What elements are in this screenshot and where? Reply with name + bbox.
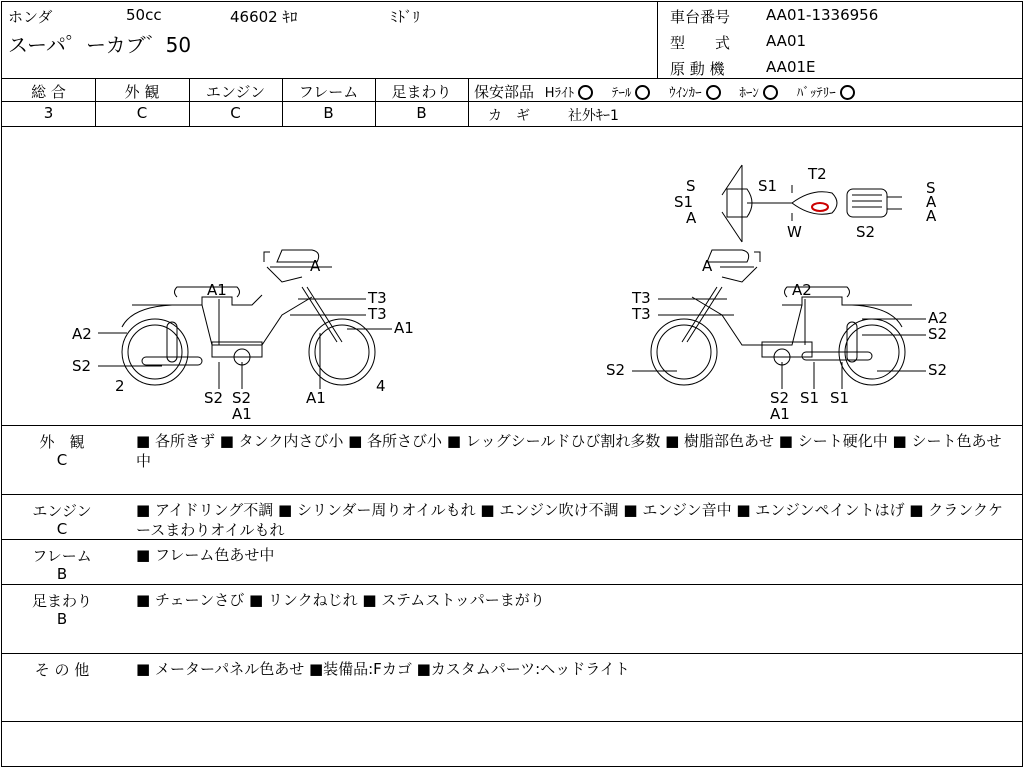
comment-label-other: そ の 他 xyxy=(34,661,90,679)
safety-item-headlight: Hﾗｲﾄ xyxy=(544,86,575,101)
color: ﾐﾄﾞﾘ xyxy=(390,8,421,26)
label-right-a2-rear: A2 xyxy=(928,309,948,327)
label-right-s2-front: S2 xyxy=(606,361,626,379)
label-right-s2-rear: S2 xyxy=(928,325,948,343)
damage-diagram xyxy=(2,127,1022,425)
comment-row-suspension xyxy=(2,586,1022,652)
safety-parts xyxy=(474,81,855,102)
label-left-a1-front: A1 xyxy=(306,389,326,407)
chassis-value: AA01-1336956 xyxy=(766,6,879,24)
label-left-t3-2: T3 xyxy=(368,305,387,323)
label-left-a1-right: A1 xyxy=(394,319,414,337)
grade-label-exterior: 外 観 xyxy=(124,83,160,101)
grade-label-suspension: 足まわり xyxy=(391,83,452,101)
label-right-a2-top: A2 xyxy=(792,281,812,299)
bike-left-side-icon xyxy=(122,250,375,385)
comment-row-frame xyxy=(2,541,1022,583)
chassis-label: 車台番号 xyxy=(670,8,731,26)
label-left-t3-1: T3 xyxy=(368,289,387,307)
label-left-4: 4 xyxy=(376,377,386,395)
comment-text-exterior: ■ 各所きず ■ タンク内さび小 ■ 各所さび小 ■ レッグシールドひび割れ多数 ■ 樹脂部色あせ ■ シート硬化中 ■ シート色あせ中 xyxy=(136,432,1002,470)
label-left-s2: S2 xyxy=(72,357,92,375)
label-right-s1-1: S1 xyxy=(800,389,820,407)
inspection-sheet xyxy=(1,1,1023,767)
comment-grade-suspension: B xyxy=(56,610,68,628)
model-name: スーパ゜ーカブ゛50 xyxy=(8,33,192,57)
label-top-s1: S1 xyxy=(758,177,778,195)
label-top-t2: T2 xyxy=(808,165,827,183)
label-top-a-right: A xyxy=(926,193,937,211)
label-left-a2: A2 xyxy=(72,325,92,343)
safety-item-battery: ﾊﾞｯﾃﾘｰ xyxy=(796,86,836,101)
label-top-s: S xyxy=(686,177,696,195)
label-right-a1-bottom: A1 xyxy=(770,405,790,423)
grade-value-frame: B xyxy=(323,104,334,122)
displacement: 50cc xyxy=(126,6,162,24)
safety-item-tail: ﾃｰﾙ xyxy=(611,86,632,101)
comment-label-frame: フレーム xyxy=(32,547,92,565)
comment-row-other xyxy=(2,655,1022,721)
ok-circle-icon xyxy=(763,85,778,100)
label-right-s1-2: S1 xyxy=(830,389,850,407)
label-right-s2-wheel: S2 xyxy=(928,361,948,379)
grade-value-suspension: B xyxy=(416,104,427,122)
safety-item-winker: ｳｲﾝｶｰ xyxy=(669,86,702,101)
label-left-a1-top: A1 xyxy=(207,281,227,299)
comment-text-frame: ■ フレーム色あせ中 xyxy=(136,546,275,564)
mileage: 46602 ｷﾛ xyxy=(230,8,298,26)
comment-label-exterior: 外 観 xyxy=(39,433,85,451)
label-left-a1-bottom: A1 xyxy=(232,405,252,423)
grade-label-overall: 総 合 xyxy=(31,83,66,101)
comment-row-exterior xyxy=(2,427,1022,493)
label-left-s2-b2: S2 xyxy=(232,389,252,407)
grade-value-engine: C xyxy=(230,104,241,122)
label-right-t3-2: T3 xyxy=(632,305,651,323)
label-top-a-right2: A xyxy=(926,207,937,225)
comment-label-suspension: 足まわり xyxy=(31,592,92,610)
ok-circle-icon xyxy=(706,85,721,100)
grade-value-exterior: C xyxy=(136,104,148,122)
grade-value-overall: 3 xyxy=(43,104,54,122)
grade-label-engine: エンジン xyxy=(205,83,266,101)
engine-label: 原 動 機 xyxy=(670,60,725,78)
scratch-mark-icon xyxy=(812,203,828,211)
label-top-w: W xyxy=(787,223,802,241)
comment-grade-frame: B xyxy=(56,565,68,583)
label-left-a: A xyxy=(310,257,321,275)
comment-grade-engine: C xyxy=(56,520,68,538)
comment-text-suspension: ■ チェーンさび ■ リンクねじれ ■ ステムストッパーまがり xyxy=(136,591,545,609)
label-right-s2-bottom: S2 xyxy=(770,389,790,407)
label-right-a: A xyxy=(702,257,713,275)
label-top-s2: S2 xyxy=(856,223,876,241)
type-label: 型 式 xyxy=(670,34,731,52)
comment-grade-exterior: C xyxy=(56,451,68,469)
comment-label-engine: エンジン xyxy=(32,502,92,520)
label-left-s2-b1: S2 xyxy=(204,389,224,407)
label-top-a-left: A xyxy=(686,209,697,227)
type-value: AA01 xyxy=(766,32,807,50)
label-right-t3-1: T3 xyxy=(632,289,651,307)
label-top-s1-left: S1 xyxy=(674,193,694,211)
label-top-s-right: S xyxy=(926,179,936,197)
comment-text-other: ■ メーターパネル色あせ ■装備品:Fカゴ ■カスタムパーツ:ヘッドライト xyxy=(136,660,630,678)
safety-label: 保安部品 xyxy=(474,83,535,101)
label-left-2: 2 xyxy=(115,377,125,395)
ok-circle-icon xyxy=(840,85,855,100)
maker: ホンダ xyxy=(8,8,53,26)
key-value: 社外ｷｰ1 xyxy=(568,108,619,124)
engine-value: AA01E xyxy=(766,58,816,76)
comment-row-engine xyxy=(2,496,1022,538)
ok-circle-icon xyxy=(635,85,650,100)
ok-circle-icon xyxy=(578,85,593,100)
comment-text-engine: ■ アイドリング不調 ■ シリンダー周りオイルもれ ■ エンジン吹け不調 ■ エンジン音中 ■ エンジンペイントはげ ■ クランクケースまわりオイルもれ xyxy=(136,501,1003,539)
key-label: カ ギ xyxy=(488,108,530,124)
safety-item-horn: ﾎｰﾝ xyxy=(739,86,759,101)
grade-label-frame: フレーム xyxy=(298,83,359,101)
